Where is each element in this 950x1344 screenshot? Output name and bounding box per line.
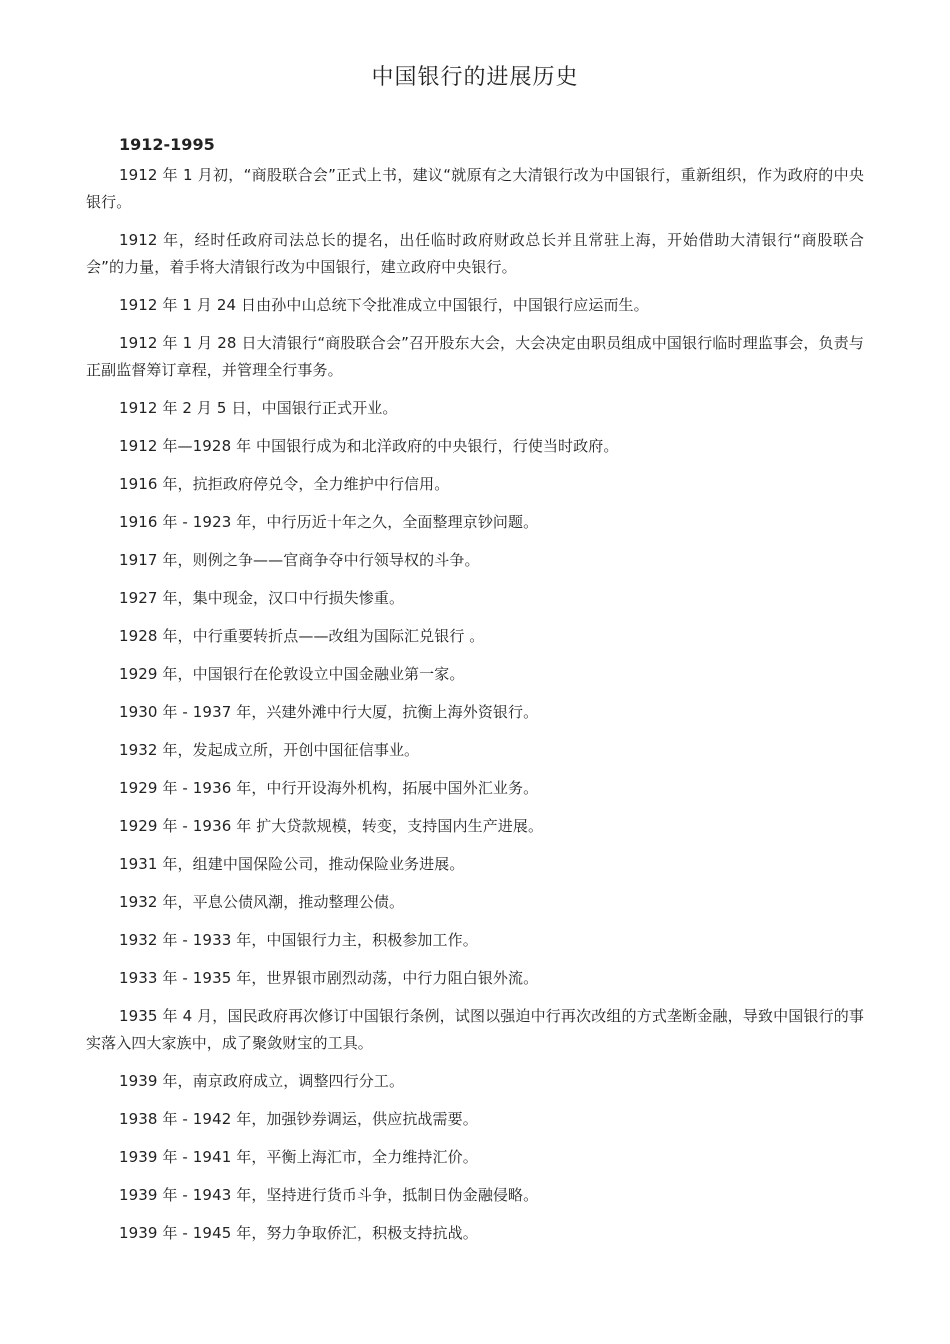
section-heading: 1912-1995 <box>119 135 215 154</box>
timeline-paragraph: 1912 年 1 月初，“商股联合会”正式上书，建议“就原有之大清银行改为中国银行，重新组织，作为政府的中央银行。 <box>86 166 864 211</box>
timeline-paragraph: 1930 年 - 1937 年，兴建外滩中行大厦，抗衡上海外资银行。 <box>119 703 539 721</box>
document-title: 中国银行的进展历史 <box>371 65 579 90</box>
timeline-paragraph: 1928 年，中行重要转折点——改组为国际汇兑银行 。 <box>119 627 485 645</box>
timeline-paragraph: 1929 年，中国银行在伦敦设立中国金融业第一家。 <box>119 665 465 683</box>
timeline-paragraph: 1931 年，组建中国保险公司，推动保险业务进展。 <box>119 855 465 873</box>
timeline-paragraph: 1932 年，发起成立所，开创中国征信事业。 <box>119 741 420 759</box>
timeline-paragraph: 1927 年，集中现金，汉口中行损失惨重。 <box>119 589 405 607</box>
timeline-paragraph: 1912 年—1928 年 中国银行成为和北洋政府的中央银行，行使当时政府。 <box>119 437 619 455</box>
timeline-paragraph: 1912 年 1 月 24 日由孙中山总统下令批准成立中国银行，中国银行应运而生。 <box>119 296 649 314</box>
timeline-paragraph: 1929 年 - 1936 年 扩大贷款规模，转变，支持国内生产进展。 <box>119 817 544 835</box>
timeline-paragraph: 1939 年，南京政府成立，调整四行分工。 <box>119 1072 405 1090</box>
timeline-paragraph: 1912 年，经时任政府司法总长的提名，出任临时政府财政总长并且常驻上海，开始借助大清银行“商股联合会”的力量，着手将大清银行改为中国银行，建立政府中央银行。 <box>86 231 864 276</box>
timeline-paragraph: 1939 年 - 1941 年，平衡上海汇市，全力维持汇价。 <box>119 1148 478 1166</box>
timeline-paragraph: 1935 年 4 月，国民政府再次修订中国银行条例，试图以强迫中行再次改组的方式垄断金融，导致中国银行的事实落入四大家族中，成了聚敛财宝的工具。 <box>86 1007 864 1052</box>
timeline-paragraph: 1939 年 - 1945 年，努力争取侨汇，积极支持抗战。 <box>119 1224 478 1242</box>
timeline-paragraph: 1932 年 - 1933 年，中国银行力主，积极参加工作。 <box>119 931 478 949</box>
timeline-paragraph: 1916 年，抗拒政府停兑令，全力维护中行信用。 <box>119 475 450 493</box>
timeline-paragraph: 1912 年 1 月 28 日大清银行“商股联合会”召开股东大会，大会决定由职员组成中国银行临时理监事会，负责与正副监督筹订章程，并管理全行事务。 <box>86 334 864 379</box>
paragraph-list <box>86 162 864 1247</box>
timeline-paragraph: 1932 年，平息公债风潮，推动整理公债。 <box>119 893 405 911</box>
timeline-paragraph: 1939 年 - 1943 年，坚持进行货币斗争，抵制日伪金融侵略。 <box>119 1186 539 1204</box>
timeline-paragraph: 1917 年，则例之争——官商争夺中行领导权的斗争。 <box>119 551 480 569</box>
timeline-paragraph: 1933 年 - 1935 年，世界银市剧烈动荡，中行力阻白银外流。 <box>119 969 539 987</box>
timeline-paragraph: 1929 年 - 1936 年，中行开设海外机构，拓展中国外汇业务。 <box>119 779 539 797</box>
timeline-paragraph: 1916 年 - 1923 年，中行历近十年之久，全面整理京钞问题。 <box>119 513 539 531</box>
timeline-paragraph: 1912 年 2 月 5 日，中国银行正式开业。 <box>119 399 398 417</box>
timeline-paragraph: 1938 年 - 1942 年，加强钞券调运，供应抗战需要。 <box>119 1110 478 1128</box>
